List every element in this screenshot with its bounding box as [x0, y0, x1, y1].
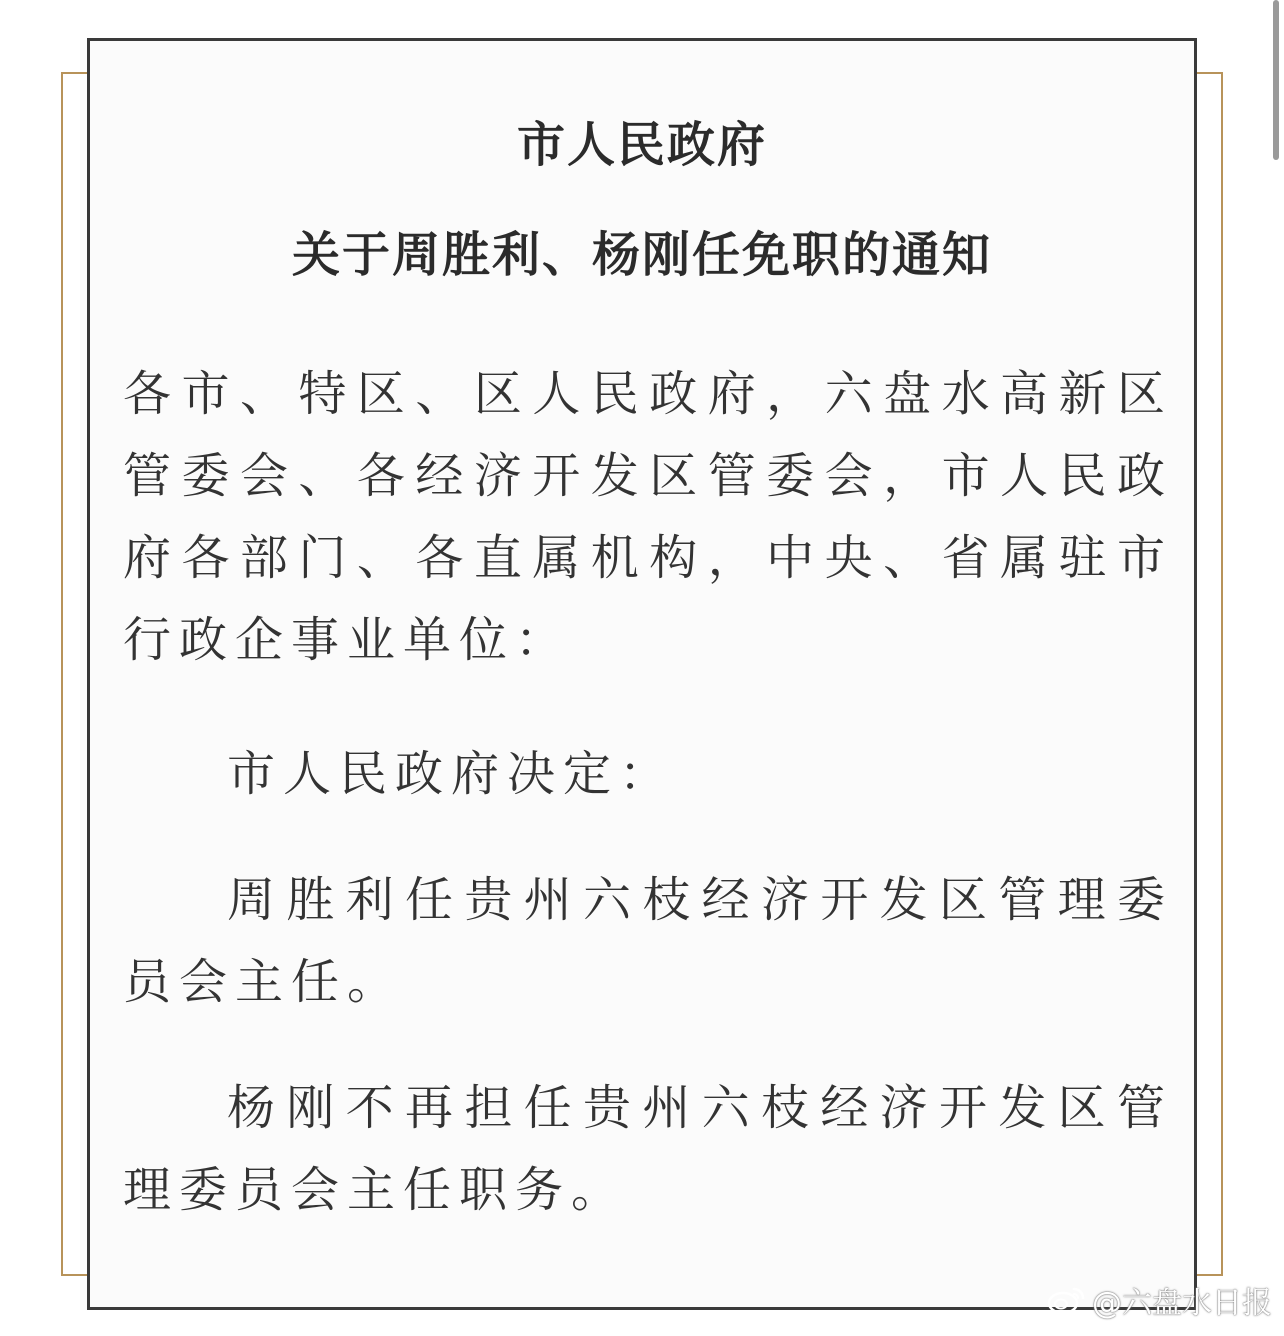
- appointment-paragraph: 周胜利任贵州六枝经济开发区管理委员会主任。: [123, 872, 1173, 1010]
- notice-panel: [87, 38, 1197, 1310]
- decision-intro-paragraph: 市人民政府决定：: [227, 746, 676, 802]
- watermark-text: @六盘水日报: [1092, 1286, 1272, 1321]
- weibo-icon: [1046, 1285, 1086, 1315]
- notice-issuer-title: 市人民政府: [516, 117, 767, 173]
- watermark: [1046, 1278, 1272, 1322]
- scrollbar[interactable]: [1273, 0, 1279, 160]
- addressees-paragraph: 各市、特区、区人民政府，六盘水高新区管委会、各经济开发区管委会，市人民政府各部门、各直属机构，中央、省属驻市行政企事业单位：: [123, 366, 1173, 668]
- removal-paragraph: 杨刚不再担任贵州六枝经济开发区管理委员会主任职务。: [123, 1080, 1173, 1218]
- notice-subject-title: 关于周胜利、杨刚任免职的通知: [291, 227, 992, 283]
